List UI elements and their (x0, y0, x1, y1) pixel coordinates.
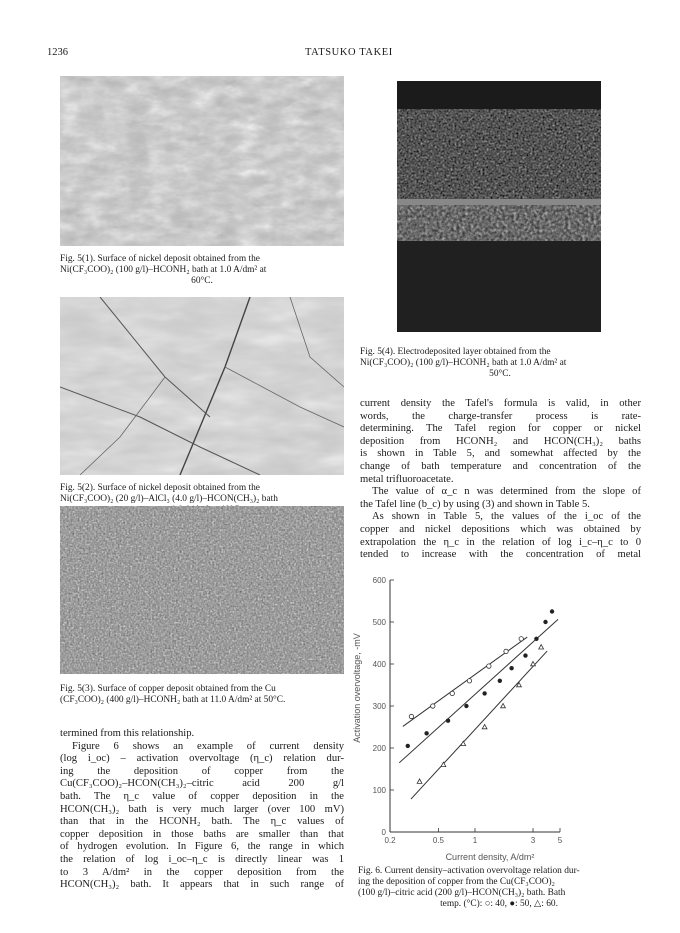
fig5-3-image (60, 506, 344, 674)
fit-line-series-2 (399, 619, 558, 762)
data-points (406, 609, 555, 783)
point-open-circle (450, 691, 454, 695)
x-tick-labels (381, 828, 563, 845)
y-tick-label: 200 (372, 744, 386, 753)
fig5-1-caption: Fig. 5(1). Surface of nickel deposit obtained from the Ni(CF₃COO)₂ (100 g/l)–HCONH₂ bath at 1.0 A/dm² at 60°C. (60, 254, 267, 286)
point-triangle (539, 645, 544, 649)
fit-line-series-1 (403, 637, 527, 726)
y-tick-label: 0 (381, 828, 386, 837)
point-open-circle (519, 637, 523, 641)
point-triangle (531, 661, 536, 665)
y-tick-label: 400 (372, 660, 386, 669)
point-open-circle (467, 679, 471, 683)
fig5-1-image (60, 76, 344, 246)
left-column-text: termined from this relationship. Figure 6 shows an example of current density (log i_oc) – activation overvoltage (η_c) relation dur- ing the deposition of copper from the Cu(CF₃COO)₂–HCON(CH₃)₂–citric acid 200 g/l bath. The η_c value of copper deposition in the HCON(CH₃)₂ bath is very much larger (over 100 mV) than that in the HCONH₂ bath. The η_c values of copper deposition in those baths are smaller than that of hydrogen evolution. In Figure 6, the range in which the relation of log i_oc–η_c is directly linear was 1 to 3 A/dm² in the copper deposition from the HCON(CH₃)₂ bath. It appears that in such range of (60, 728, 344, 891)
point-triangle (501, 703, 506, 707)
x-tick-label: 3 (530, 836, 536, 845)
fig5-2-caption: Fig. 5(2). Surface of nickel deposit obtained from the Ni(CF₃COO)₂ (20 g/l)–AlCl₃ (4.0 g/l)–HCON(CH₃)₂ bath (60, 483, 278, 504)
point-filled-circle (534, 637, 538, 641)
x-tick-label: 5 (557, 836, 563, 845)
point-filled-circle (509, 666, 513, 670)
y-axis-label: Activation overvoltage, -mV (352, 633, 362, 743)
fig6-caption: Fig. 6. Current density–activation overvoltage relation dur- ing the deposition of copper from the Cu(CF₃COO)₂ (100 g/l)–citric acid (200 g/l)–HCON(CH₃)₂ bath. Bath temp. (°C): ○: 40, ●: 50, △: 60. (358, 866, 580, 909)
point-open-circle (504, 649, 508, 653)
fig5-1-photo (60, 76, 344, 246)
point-open-circle (431, 704, 435, 708)
x-tick-label: 0.2 (384, 836, 396, 845)
fig5-2-photo (60, 297, 344, 475)
y-tick-label: 300 (372, 702, 386, 711)
right-column-text: current density the Tafel's formula is valid, in other words, the charge-transfer process is rate- determining. The Tafel region for copper or nickel deposition from HCONH₂ and HCON(CH₃)₂ baths is shown in Table 5, and somewhat affected by the change of bath temperature and concentration of the metal trifluoroacetate. The value of α_c n was determined from the slope of the Tafel line (b_c) by using (3) and shown in Table 5. As shown in Table 5, the values of the i_oc of the copper and nickel depositions which was obtained by extrapolation the η_c in the relation of log i_c–η_c to 0 tended to increase with the concentration of metal (360, 398, 641, 561)
running-header-author: TATSUKO TAKEI (305, 47, 393, 58)
x-axis-label: Current density, A/dm² (445, 852, 535, 862)
point-filled-circle (406, 744, 410, 748)
x-tick-label: 0.5 (432, 836, 444, 845)
fig5-4-caption: Fig. 5(4). Electrodeposited layer obtained from the Ni(CF₃COO)₂ (100 g/l)–HCONH₂ bath at 1.0 A/dm² at 50°C. (360, 347, 567, 379)
fig5-3-caption: Fig. 5(3). Surface of copper deposit obtained from the Cu (CF₃COO)₂ (400 g/l)–HCONH₂ bath at 11.0 A/dm² at 50°C. (60, 684, 286, 705)
fig5-4-photo (397, 81, 601, 332)
fig5-3-photo (60, 506, 344, 674)
point-filled-circle (424, 731, 428, 735)
y-tick-labels (373, 576, 394, 837)
point-filled-circle (523, 653, 527, 657)
point-triangle (441, 762, 446, 766)
point-triangle (417, 779, 422, 783)
point-filled-circle (543, 620, 547, 624)
fit-lines (399, 619, 558, 799)
point-open-circle (487, 664, 491, 668)
fit-line-series-3 (411, 651, 547, 799)
y-tick-label: 500 (372, 618, 386, 627)
point-filled-circle (550, 609, 554, 613)
point-filled-circle (446, 719, 450, 723)
point-filled-circle (482, 691, 486, 695)
fig5-2-image (60, 297, 344, 475)
page-number: 1236 (47, 47, 68, 58)
point-open-circle (409, 714, 413, 718)
x-tick-label: 1 (472, 836, 478, 845)
point-filled-circle (498, 679, 502, 683)
point-filled-circle (464, 704, 468, 708)
y-tick-label: 100 (372, 786, 386, 795)
fig5-4-image (397, 81, 601, 332)
point-triangle (482, 724, 487, 728)
fig6-chart (352, 568, 582, 863)
y-tick-label: 600 (372, 576, 386, 585)
